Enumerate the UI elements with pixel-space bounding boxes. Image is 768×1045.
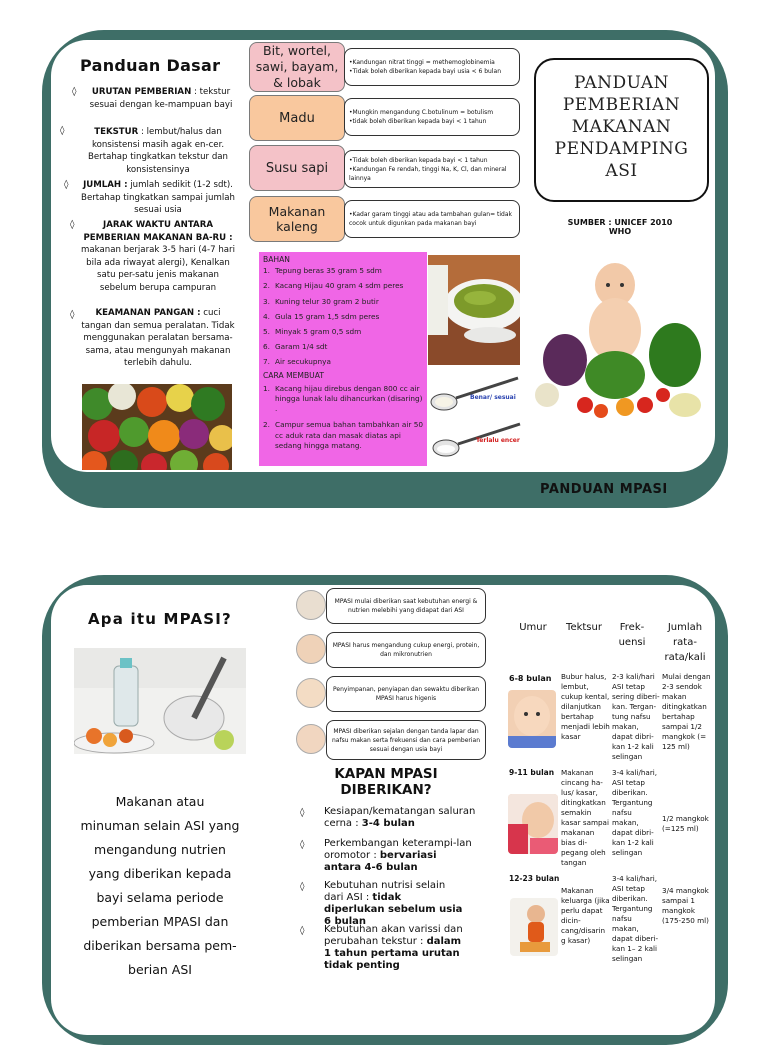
table-cell-umur: 9-11 bulan: [509, 768, 555, 777]
recipe-bahan-title: BAHAN: [263, 255, 290, 264]
list-item: 7. Air secukupnya: [263, 357, 331, 367]
panduan-item-jumlah: JUMLAH : jumlah sedikit (1-2 sdt). Bertahap tingkatkan sampai jumlah sesuai usia: [81, 180, 235, 216]
table-cell-jumlah: Mulai dengan 2-3 sendok makan ditingkatkan bertahap sampai 1/2 mangkok (= 125 ml): [662, 672, 711, 751]
kapan-item-3: Kebutuhan nutrisi selain dari ASI : tidak diperlukan sebelum usia 6 bulan: [324, 880, 463, 927]
bullet-icon: ◊: [300, 840, 305, 850]
table-cell-frekuensi: 3-4 kali/hari, ASI tetap diberikan. Tergantung nafsu makan, dapat dibri-kan 1-2 kali selingan: [612, 768, 658, 857]
apa-itu-definition: Makanan atau minuman selain ASI yang mengandung nutrien yang diberikan kepada bayi selama periode pemberian MPASI dan diberikan bersama pem- berian ASI: [80, 794, 240, 977]
kapan-title: KAPAN MPASI DIBERIKAN?: [334, 766, 438, 798]
avoid-label-makanan-kaleng: Makanan kaleng: [249, 196, 345, 242]
table-header-tekstur: Tektsur: [566, 622, 602, 633]
table-header-umur: Umur: [519, 622, 547, 633]
baby-photo: [508, 794, 558, 854]
baby-vegetables-photo: [535, 255, 710, 425]
recipe-cara-title: CARA MEMBUAT: [263, 370, 324, 380]
porridge-bowl-photo: [428, 255, 520, 365]
baby-food-photo: [74, 648, 246, 754]
mpasi-note-3: Penyimpanan, penyiapan dan sewaktu diberikan MPASI harus higenis: [326, 676, 486, 712]
list-item: 6. Garam 1/4 sdt: [263, 342, 328, 352]
baby-photo: [508, 690, 556, 748]
table-cell-tekstur: Makanan keluarga (jika perlu dapat dicin-cang/disarin g kasar): [561, 886, 610, 945]
mpasi-note-2: MPASI harus mengandung cukup energi, protein, dan mikronutrien: [326, 632, 486, 668]
spoon-ok-label: Benar/ sesuai: [470, 394, 516, 401]
list-item: 1. Tepung beras 35 gram 5 sdm: [263, 266, 382, 276]
table-cell-frekuensi: 3-4 kali/hari, ASI tetap diberikan. Tergantung nafsu makan, dapat diberi-kan 1– 2 kali selingan: [612, 874, 659, 963]
bullet-icon: ◊: [72, 87, 77, 97]
avatar: [296, 678, 326, 708]
bullet-icon: ◊: [300, 926, 305, 936]
bullet-icon: ◊: [300, 882, 305, 892]
kapan-item-4: Kebutuhan akan varissi dan perubahan tekstur : dalam 1 tahun pertama urutan tidak penting: [324, 924, 463, 971]
table-cell-frekuensi: 2-3 kali/hari ASI tetap sering diberi-kan. Tergan-tung nafsu makan, dapat dibri-kan 1-2 kali selingan: [612, 672, 660, 761]
table-cell-jumlah: 3/4 mangkok sampai 1 mangkok (175-250 ml): [662, 886, 709, 925]
recipe-box: [259, 252, 427, 466]
list-item: 2. Kacang Hijau 40 gram 4 sdm peres: [263, 281, 404, 291]
panduan-item-jarak: JARAK WAKTU ANTARA PEMBERIAN MAKANAN BA-RU : makanan berjarak 3-5 hari (4-7 hari bila ada riwayat alergi), Kenalkan satu per-satu jenis makanan sebelum berupa campuran: [81, 220, 235, 293]
mpasi-note-4: MPASI diberikan sejalan dengan tanda lapar dan nafsu makan serta frekuensi dan cara pemberian sesuai dengan usia bayi: [326, 720, 486, 760]
avatar: [296, 634, 326, 664]
avoid-label-vegetables: Bit, wortel, sawi, bayam, & lobak: [249, 42, 345, 92]
avoid-note-susu-sapi: •Tidak boleh diberikan kepada bayi < 1 tahun •Kandungan Fe rendah, tinggi Na, K, Cl, dan mineral lainnya: [344, 150, 520, 188]
bullet-icon: ◊: [60, 126, 65, 136]
cover-title-line: PEMBERIAN: [562, 95, 681, 115]
table-cell-umur: 6-8 bulan: [509, 674, 552, 683]
avoid-note-vegetables: •Kandungan nitrat tinggi = methemoglobinemia •Tidak boleh diberikan kepada bayi usia < 6 bulan: [344, 48, 520, 86]
panduan-item-urutan: URUTAN PEMBERIAN : tekstur sesuai dengan ke-mampuan bayi: [89, 87, 233, 110]
cover-source: SUMBER : UNICEF 2010 WHO: [567, 218, 673, 236]
kapan-item-1: Kesiapan/kematangan saluran cerna : 3-4 bulan: [324, 806, 476, 829]
table-cell-jumlah: 1/2 mangkok (=125 ml): [662, 814, 709, 833]
avatar: [296, 724, 326, 754]
table-cell-tekstur: Bubur halus, lembut, cukup kental, dilanjutkan bertahap menjadi lebih kasar: [561, 672, 610, 741]
table-cell-tekstur: Makanan cincang ha-lus/ kasar, ditingkatkan semakin kasar sampai makanan bias di-pegang oleh tangan: [561, 768, 609, 867]
panduan-item-tekstur: TEKSTUR : lembut/halus dan konsistensi masih agak en-cer. Bertahap tingkatkan tekstur dan konsistensinya: [87, 127, 228, 175]
table-cell-umur: 12-23 bulan: [509, 874, 560, 883]
mpasi-note-1: MPASI mulai diberikan saat kebutuhan energi & nutrien melebihi yang didapat dari ASI: [326, 588, 486, 624]
toddler-photo: [510, 898, 558, 956]
cover-title-line: PANDUAN: [573, 73, 670, 93]
list-item: 2. Campur semua bahan tambahkan air 50 cc aduk rata dan masak diatas api sedang hingga matang.: [263, 420, 423, 450]
panduan-item-keamanan: KEAMANAN PANGAN : cuci tangan dan semua peralatan. Tidak menggunakan peralatan bersama-sama, atau mengunyah makanan terlebih dahulu.: [81, 308, 235, 369]
list-item: 3. Kuning telur 30 gram 2 butir: [263, 296, 379, 306]
avoid-note-madu: •Mungkin mengandung C.botulinum = botulism •tidak boleh diberikan kepada bayi < 1 tahun: [344, 98, 520, 136]
avoid-label-madu: Madu: [249, 95, 345, 141]
footer-label: PANDUAN MPASI: [540, 482, 668, 497]
avatar: [296, 590, 326, 620]
list-item: 1. Kacang hijau direbus dengan 800 cc air hingga lunak lalu dihancurkan (disaring) .: [263, 383, 423, 414]
bullet-icon: ◊: [300, 808, 305, 818]
table-header-jumlah: Jumlah rata-rata/kali: [664, 622, 706, 663]
spoon-bad-label: Terlalu encer: [476, 437, 520, 444]
avoid-note-makanan-kaleng: •Kadar garam tinggi atau ada tambahan gulan= tidak cocok untuk digunkan pada makanan bayi: [344, 200, 520, 238]
cover-title-line: ASI: [605, 161, 638, 181]
cover-title-box: [534, 58, 709, 202]
avoid-label-susu-sapi: Susu sapi: [249, 145, 345, 191]
vegetables-photo: [82, 384, 232, 470]
bullet-icon: ◊: [70, 220, 75, 230]
cover-title-line: PENDAMPING: [554, 139, 689, 159]
recipe-bahan-list: [263, 266, 423, 367]
apa-itu-title: Apa itu MPASI?: [88, 610, 232, 628]
table-header-frekuensi: Frek-uensi: [618, 622, 646, 648]
recipe-cara-list: [263, 384, 423, 451]
bullet-icon: ◊: [64, 180, 69, 190]
cover-title-line: MAKANAN: [571, 117, 672, 137]
list-item: 4. Gula 15 gram 1,5 sdm peres: [263, 311, 380, 321]
list-item: 5. Minyak 5 gram 0,5 sdm: [263, 327, 362, 337]
kapan-item-2: Perkembangan keterampi-lan oromotor : bervariasi antara 4-6 bulan: [324, 838, 472, 873]
panduan-dasar-title: Panduan Dasar: [80, 56, 221, 75]
bullet-icon: ◊: [70, 310, 75, 320]
